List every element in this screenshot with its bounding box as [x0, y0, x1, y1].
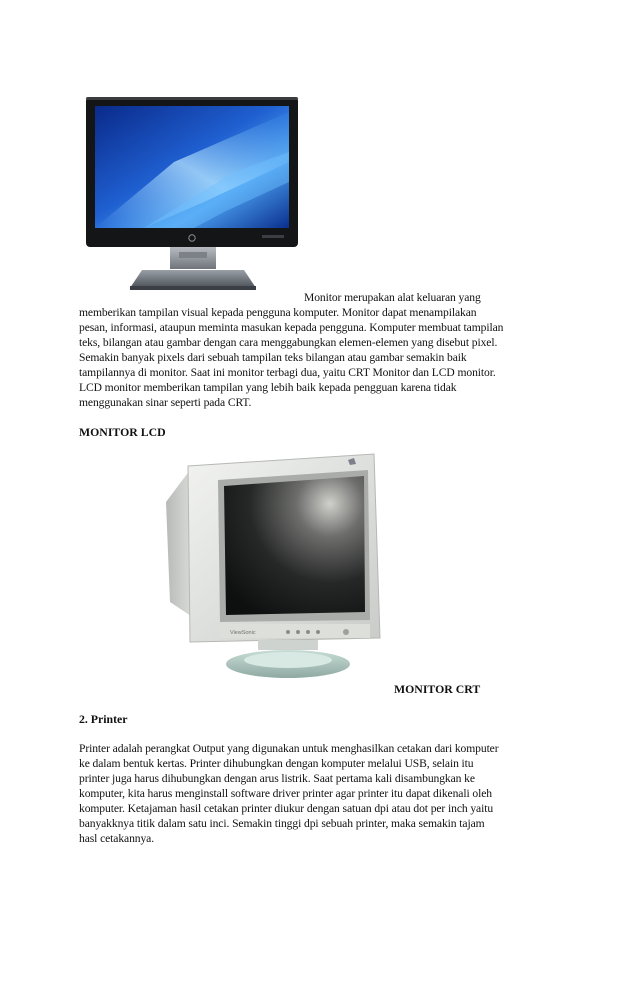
printer-paragraph-line-2: ke dalam bentuk kertas. Printer dihubungkan dengan komputer melalui USB, selain itu	[79, 757, 474, 770]
lcd-monitor-image	[84, 92, 300, 292]
monitor-paragraph-line-3: pesan, informasi, ataupun memintа masukan kepada pengguna. Komputer membuat tampilan	[79, 321, 504, 334]
lcd-monitor-illustration	[84, 92, 300, 292]
printer-paragraph-line-6: banyakknya titik dalam satu inci. Semakin tinggi dpi sebuah printer, maka semakin tajam	[79, 817, 485, 830]
monitor-paragraph-line-4: teks, bilangan atau gambar dengan cara menggabungkan elemen-elemen yang disebut pixel.	[79, 336, 498, 349]
printer-paragraph-line-5: komputer. Ketajaman hasil cetakan printer diukur dengan satuan dpi atau dot per inch yaitu	[79, 802, 494, 815]
heading-monitor-crt: MONITOR CRT	[394, 682, 481, 696]
monitor-paragraph-line-6: tampilannya di monitor. Saat ini monitor terbagi dua, yaitu CRT Monitor dan LCD monitor.	[79, 366, 496, 379]
printer-paragraph-line-7: hasl cetakannya.	[79, 832, 155, 845]
crt-brand-label: ViewSonic	[230, 630, 256, 636]
crt-monitor-illustration	[160, 452, 388, 684]
heading-monitor-lcd: MONITOR LCD	[79, 425, 166, 439]
monitor-paragraph-line-1: Monitor merupakan alat keluaran yang	[304, 291, 481, 304]
heading-printer: 2. Printer	[79, 712, 128, 726]
printer-paragraph-line-1: Printer adalah perangkat Output yang digunakan untuk menghasilkan cetakan dari komputer	[79, 742, 499, 755]
printer-paragraph-line-4: komputer, kita harus menginstall software driver printer agar printer itu dapat dikenali oleh	[79, 787, 492, 800]
monitor-paragraph-line-5: Semakin banyak pixels dari sebuah tampilan teks bilangan atau gambar semakin baik	[79, 351, 467, 364]
printer-paragraph-line-3: printer juga harus dihubungkan dengan arus listrik. Saat pertama kali disambungkan ke	[79, 772, 475, 785]
crt-monitor-image	[160, 452, 388, 684]
monitor-paragraph-line-2: memberikan tampilan visual kepada pengguna komputer. Monitor dapat menampilakan	[79, 306, 477, 319]
monitor-paragraph-line-7: LCD monitor memberikan tampilan yang lebih baik kepada pengguan karena tidak	[79, 381, 457, 394]
monitor-paragraph-line-8: menggunakan sinar seperti pada CRT.	[79, 396, 252, 409]
